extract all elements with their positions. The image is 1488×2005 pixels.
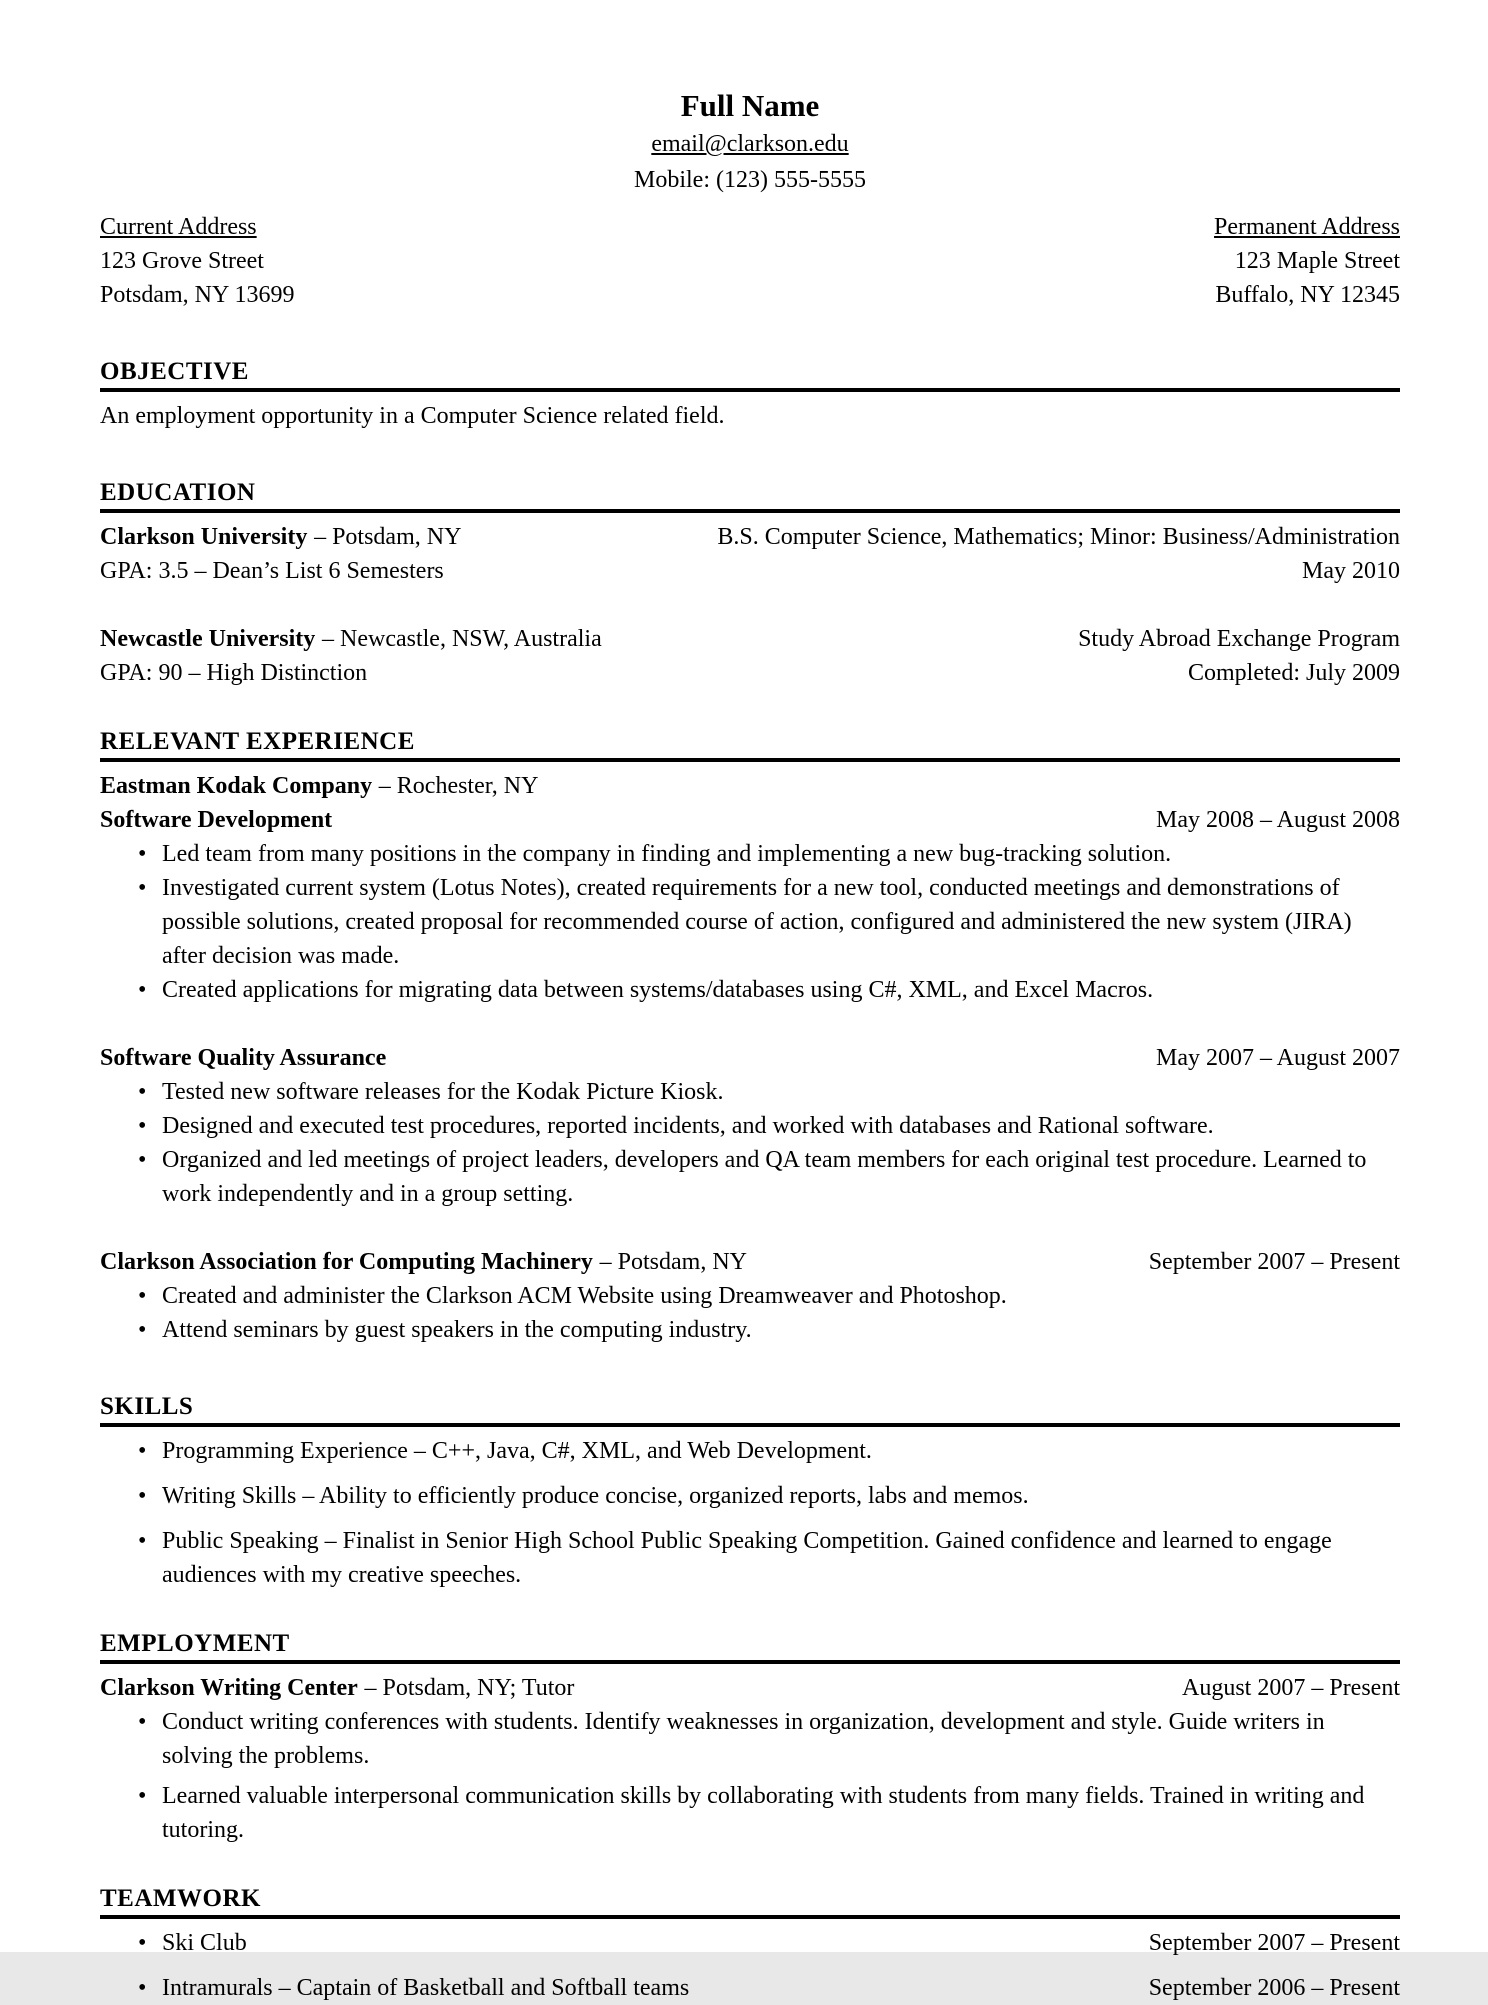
role-title: Software Development: [100, 807, 333, 833]
school-name: Clarkson University: [100, 524, 308, 550]
role-dates: May 2008 – August 2008: [1155, 807, 1400, 833]
teamwork-dates: September 2006 – Present: [1148, 1975, 1400, 2001]
section-skills: [100, 1391, 1400, 1592]
school-date: May 2010: [1302, 558, 1400, 584]
organization-location: – Potsdam, NY: [599, 1249, 747, 1275]
experience-heading: RELEVANT EXPERIENCE: [100, 726, 1400, 762]
section-employment: [100, 1628, 1400, 1847]
objective-text: An employment opportunity in a Computer Science related field.: [100, 403, 725, 429]
bullet-item: • Public Speaking – Finalist in Senior High School Public Speaking Competition. Gained confidence and learned to engage audiences with my creative speeches.: [100, 1524, 1400, 1592]
section-objective: [100, 356, 1400, 433]
current-address-label: Current Address: [100, 214, 257, 240]
address-row: [100, 210, 1400, 312]
bullet-item: • Programming Experience – C++, Java, C#, XML, and Web Development.: [100, 1434, 1400, 1468]
school-location: – Potsdam, NY: [314, 524, 462, 550]
bullet-item: • Attend seminars by guest speakers in the computing industry.: [100, 1313, 1400, 1347]
section-education: [100, 477, 1400, 690]
section-teamwork: [100, 1883, 1400, 2005]
school-gpa: GPA: 3.5 – Dean’s List 6 Semesters: [100, 558, 444, 584]
objective-heading: OBJECTIVE: [100, 356, 1400, 392]
mobile-number: Mobile: (123) 555-5555: [634, 167, 866, 193]
employment-heading: EMPLOYMENT: [100, 1628, 1400, 1664]
bullet-item: • Writing Skills – Ability to efficiently produce concise, organized reports, labs and memos.: [100, 1479, 1400, 1513]
employer-name-line: [100, 1671, 1158, 1705]
organization-name-line: [100, 1245, 1125, 1279]
organization-dates: September 2007 – Present: [1148, 1249, 1400, 1275]
employer-dates: August 2007 – Present: [1182, 1675, 1400, 1701]
email-address: email@clarkson.edu: [651, 131, 849, 157]
role-title: Software Quality Assurance: [100, 1045, 387, 1071]
company-name: Eastman Kodak Company: [100, 773, 373, 799]
bullet-item: • Intramurals – Captain of Basketball and Softball teams: [100, 1971, 1125, 2005]
permanent-address-line2: Buffalo, NY 12345: [1215, 282, 1400, 308]
current-address-line1: 123 Grove Street: [100, 248, 264, 274]
bullet-item: • Designed and executed test procedures, reported incidents, and worked with databases and Rational software.: [100, 1109, 1400, 1143]
bullet-item: • Ski Club: [100, 1926, 1125, 1960]
organization-name: Clarkson Association for Computing Machinery: [100, 1249, 593, 1275]
employer-name: Clarkson Writing Center: [100, 1675, 358, 1701]
employer-location: – Potsdam, NY; Tutor: [364, 1675, 575, 1701]
company-line: [100, 769, 1400, 803]
current-address-block: [100, 210, 294, 312]
full-name: Full Name: [680, 88, 820, 123]
permanent-address-line1: 123 Maple Street: [1234, 248, 1400, 274]
bullet-item: • Created and administer the Clarkson ACM Website using Dreamweaver and Photoshop.: [100, 1279, 1400, 1313]
school-date: Completed: July 2009: [1188, 660, 1400, 686]
current-address-line2: Potsdam, NY 13699: [100, 282, 295, 308]
resume-header: [100, 86, 1400, 198]
bullet-item: • Learned valuable interpersonal communication skills by collaborating with students from many fields. Trained in writing and tutoring.: [100, 1779, 1400, 1847]
role-dates: May 2007 – August 2007: [1155, 1045, 1400, 1071]
section-relevant-experience: [100, 726, 1400, 1347]
school-name-line: [100, 520, 693, 554]
school-name: Newcastle University: [100, 626, 316, 652]
company-location: – Rochester, NY: [378, 773, 539, 799]
bullet-item: • Created applications for migrating data between systems/databases using C#, XML, and Excel Macros.: [100, 973, 1400, 1007]
education-entry-clarkson: [100, 520, 1400, 588]
teamwork-dates: September 2007 – Present: [1148, 1930, 1400, 1956]
permanent-address-block: [1214, 210, 1400, 312]
role-software-development: [100, 803, 1400, 1007]
bullet-item: • Investigated current system (Lotus Notes), created requirements for a new tool, conducted meetings and demonstrations of possible solutions, created proposal for recommended course of action, configured and administered the new system (JIRA) after decision was made.: [100, 871, 1400, 973]
school-gpa: GPA: 90 – High Distinction: [100, 660, 368, 686]
bullet-item: • Led team from many positions in the company in finding and implementing a new bug-tracking solution.: [100, 837, 1400, 871]
education-heading: EDUCATION: [100, 477, 1400, 513]
bullet-item: • Conduct writing conferences with students. Identify weaknesses in organization, development and style. Guide writers in solving the problems.: [100, 1705, 1400, 1773]
bullet-item: • Tested new software releases for the Kodak Picture Kiosk.: [100, 1075, 1400, 1109]
education-entry-newcastle: [100, 622, 1400, 690]
permanent-address-label: Permanent Address: [1214, 214, 1400, 240]
school-location: – Newcastle, NSW, Australia: [322, 626, 602, 652]
organization-acm: [100, 1245, 1400, 1347]
bullet-item: • Organized and led meetings of project leaders, developers and QA team members for each original test procedure. Learned to work independently and in a group setting.: [100, 1143, 1400, 1211]
teamwork-heading: TEAMWORK: [100, 1883, 1400, 1919]
skills-heading: SKILLS: [100, 1391, 1400, 1427]
school-program: Study Abroad Exchange Program: [1078, 626, 1400, 652]
school-name-line: [100, 622, 1054, 656]
teamwork-item-ski-club: [100, 1926, 1400, 1960]
teamwork-item-intramurals: [100, 1971, 1400, 2005]
role-software-qa: [100, 1041, 1400, 1211]
school-degree: B.S. Computer Science, Mathematics; Minor: Business/Administration: [717, 524, 1400, 550]
